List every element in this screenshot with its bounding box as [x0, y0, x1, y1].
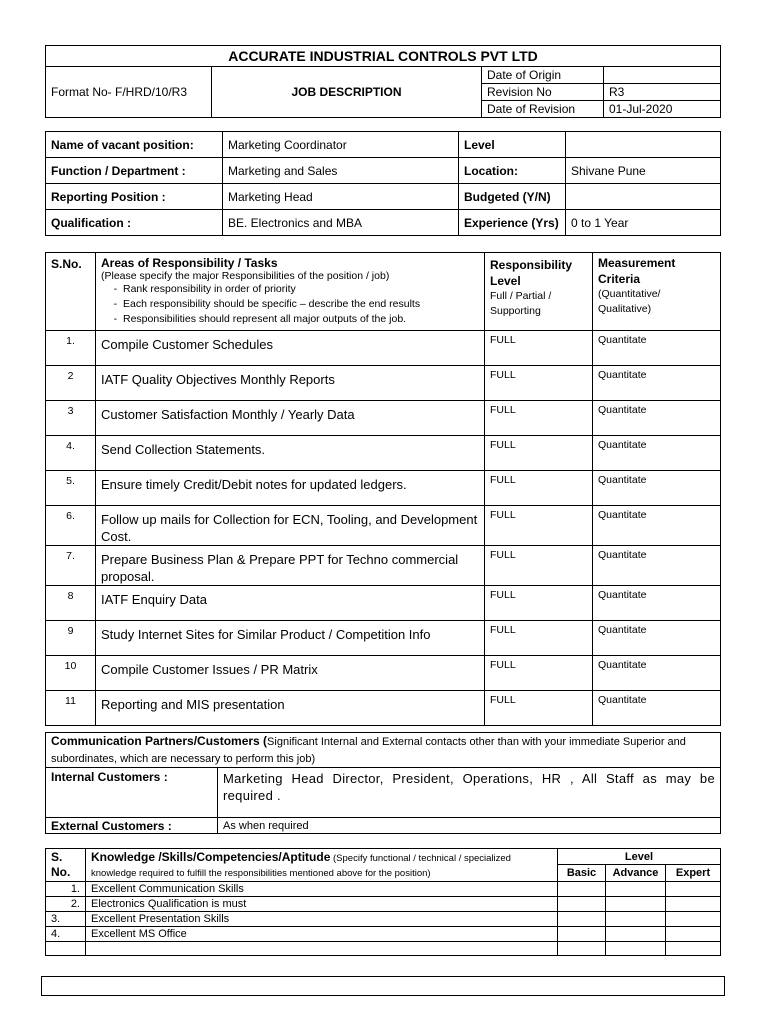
knowledge-item: Excellent Communication Skills — [86, 882, 558, 897]
responsibility-number: 4. — [46, 436, 96, 471]
knowledge-row — [46, 912, 721, 927]
responsibility-number: 6. — [46, 506, 96, 546]
internal-customers-label: Internal Customers : — [46, 768, 218, 818]
knowledge-number: 1. — [46, 882, 86, 897]
knowledge-number: 4. — [46, 927, 86, 942]
knowledge-table — [45, 848, 721, 956]
sno-header: S.No. — [46, 253, 96, 331]
responsibility-criteria: Quantitate — [593, 471, 721, 506]
expert-cell — [666, 882, 721, 897]
advance-cell — [606, 897, 666, 912]
responsibility-task: Compile Customer Schedules — [96, 331, 485, 366]
responsibility-row — [46, 546, 721, 586]
responsibility-criteria: Quantitate — [593, 401, 721, 436]
advance-cell — [606, 912, 666, 927]
responsibility-row — [46, 366, 721, 401]
basic-cell — [558, 912, 606, 927]
company-name: ACCURATE INDUSTRIAL CONTROLS PVT LTD — [46, 46, 721, 67]
responsibility-number: 11 — [46, 691, 96, 726]
date-of-revision-value: 01-Jul-2020 — [604, 101, 721, 118]
knowledge-item: Electronics Qualification is must — [86, 897, 558, 912]
responsibility-criteria: Quantitate — [593, 331, 721, 366]
responsibility-number: 2 — [46, 366, 96, 401]
criteria-sub: (Quantitative/ Qualitative) — [598, 288, 661, 315]
budgeted-label: Budgeted (Y/N) — [459, 184, 566, 210]
reporting-value: Marketing Head — [223, 184, 459, 210]
basic-cell — [558, 927, 606, 942]
responsibility-level: FULL — [485, 471, 593, 506]
responsibility-task: Send Collection Statements. — [96, 436, 485, 471]
responsibilities-table — [45, 252, 721, 726]
knowledge-row — [46, 882, 721, 897]
knowledge-note: (Specify functional / technical / specialized knowledge required to fulfill the responsibilities mentioned above for the position) — [91, 852, 511, 879]
criteria-header: Measurement Criteria — [598, 256, 676, 286]
communication-table — [45, 732, 721, 834]
level-header: Responsibility Level — [490, 258, 573, 288]
responsibility-row — [46, 656, 721, 691]
knowledge-number: 3. — [46, 912, 86, 927]
responsibility-level: FULL — [485, 621, 593, 656]
areas-header: Areas of Responsibility / Tasks — [101, 256, 278, 270]
responsibility-level: FULL — [485, 331, 593, 366]
responsibility-task: Ensure timely Credit/Debit notes for updated ledgers. — [96, 471, 485, 506]
responsibility-criteria: Quantitate — [593, 621, 721, 656]
date-of-revision-label: Date of Revision — [482, 101, 604, 118]
expert-cell — [666, 897, 721, 912]
responsibility-criteria: Quantitate — [593, 546, 721, 586]
areas-notes-list — [101, 282, 479, 327]
document-title: JOB DESCRIPTION — [212, 67, 482, 118]
responsibility-number: 7. — [46, 546, 96, 586]
areas-header-cell — [96, 253, 485, 331]
knowledge-empty-cell — [666, 942, 721, 956]
responsibility-task: Prepare Business Plan & Prepare PPT for Techno commercial proposal. — [96, 546, 485, 586]
responsibility-task: Reporting and MIS presentation — [96, 691, 485, 726]
criteria-header-cell — [593, 253, 721, 331]
knowledge-row — [46, 897, 721, 912]
knowledge-title: Knowledge /Skills/Competencies/Aptitude — [91, 849, 331, 864]
vacant-position-label: Name of vacant position: — [46, 132, 223, 158]
knowledge-item: Excellent MS Office — [86, 927, 558, 942]
responsibility-row — [46, 621, 721, 656]
communication-header — [46, 733, 721, 768]
note-item: - Each responsibility should be specific – describe the end results — [123, 297, 479, 312]
position-table — [45, 131, 721, 236]
responsibility-criteria: Quantitate — [593, 506, 721, 546]
responsibility-level: FULL — [485, 436, 593, 471]
responsibility-task: Follow up mails for Collection for ECN, Tooling, and Development Cost. — [96, 506, 485, 546]
knowledge-empty-cell — [86, 942, 558, 956]
responsibility-criteria: Quantitate — [593, 436, 721, 471]
responsibility-level: FULL — [485, 506, 593, 546]
note-item: - Responsibilities should represent all major outputs of the job. — [123, 312, 479, 327]
format-number: Format No- F/HRD/10/R3 — [46, 67, 212, 118]
function-value: Marketing and Sales — [223, 158, 459, 184]
vacant-position-value: Marketing Coordinator — [223, 132, 459, 158]
areas-note: (Please specify the major Responsibilities of the position / job) — [101, 270, 390, 282]
revision-no-label: Revision No — [482, 84, 604, 101]
responsibility-row — [46, 691, 721, 726]
header-table — [45, 45, 721, 118]
level-sub: Full / Partial / Supporting — [490, 290, 552, 317]
knowledge-row — [46, 927, 721, 942]
responsibility-level: FULL — [485, 546, 593, 586]
advance-header: Advance — [606, 865, 666, 882]
responsibility-task: IATF Enquiry Data — [96, 586, 485, 621]
responsibility-criteria: Quantitate — [593, 691, 721, 726]
responsibility-number: 9 — [46, 621, 96, 656]
responsibility-number: 3 — [46, 401, 96, 436]
responsibility-level: FULL — [485, 656, 593, 691]
responsibility-row — [46, 471, 721, 506]
responsibility-task: Customer Satisfaction Monthly / Yearly Data — [96, 401, 485, 436]
responsibility-task: Study Internet Sites for Similar Product / Competition Info — [96, 621, 485, 656]
qualification-label: Qualification : — [46, 210, 223, 236]
experience-value: 0 to 1 Year — [566, 210, 721, 236]
internal-customers-value: Marketing Head Director, President, Operations, HR , All Staff as may be required . — [218, 768, 721, 818]
external-customers-label: External Customers : — [46, 818, 218, 834]
date-of-origin-label: Date of Origin — [482, 67, 604, 84]
qualification-value: BE. Electronics and MBA — [223, 210, 459, 236]
responsibility-row — [46, 506, 721, 546]
responsibility-task: IATF Quality Objectives Monthly Reports — [96, 366, 485, 401]
responsibility-task: Compile Customer Issues / PR Matrix — [96, 656, 485, 691]
communication-title: Communication Partners/Customers ( — [51, 734, 268, 748]
external-customers-value: As when required — [218, 818, 721, 834]
responsibility-number: 10 — [46, 656, 96, 691]
responsibility-level: FULL — [485, 401, 593, 436]
level-header-cell — [485, 253, 593, 331]
responsibility-number: 8 — [46, 586, 96, 621]
date-of-origin-value — [604, 67, 721, 84]
note-item: - Rank responsibility in order of priority — [123, 282, 479, 297]
responsibility-row — [46, 586, 721, 621]
knowledge-empty-cell — [558, 942, 606, 956]
advance-cell — [606, 927, 666, 942]
responsibility-criteria: Quantitate — [593, 366, 721, 401]
level-value — [566, 132, 721, 158]
expert-cell — [666, 912, 721, 927]
reporting-label: Reporting Position : — [46, 184, 223, 210]
expert-header: Expert — [666, 865, 721, 882]
responsibility-number: 5. — [46, 471, 96, 506]
basic-cell — [558, 882, 606, 897]
communication-note: Significant Internal and External contacts other than with your immediate Superior and subordinates, which are necessary to perform this job) — [51, 736, 686, 765]
responsibility-row — [46, 401, 721, 436]
knowledge-header-cell — [86, 849, 558, 882]
responsibility-level: FULL — [485, 366, 593, 401]
advance-cell — [606, 882, 666, 897]
responsibility-level: FULL — [485, 691, 593, 726]
knowledge-empty-cell — [46, 942, 86, 956]
responsibility-criteria: Quantitate — [593, 656, 721, 691]
knowledge-item: Excellent Presentation Skills — [86, 912, 558, 927]
knowledge-number: 2. — [46, 897, 86, 912]
budgeted-value — [566, 184, 721, 210]
knowledge-level-header: Level — [558, 849, 721, 865]
responsibility-level: FULL — [485, 586, 593, 621]
experience-label: Experience (Yrs) — [459, 210, 566, 236]
revision-no-value: R3 — [604, 84, 721, 101]
location-label: Location: — [459, 158, 566, 184]
knowledge-empty-cell — [606, 942, 666, 956]
function-label: Function / Department : — [46, 158, 223, 184]
responsibility-criteria: Quantitate — [593, 586, 721, 621]
location-value: Shivane Pune — [566, 158, 721, 184]
basic-cell — [558, 897, 606, 912]
level-label: Level — [459, 132, 566, 158]
basic-header: Basic — [558, 865, 606, 882]
knowledge-sno-header: S. No. — [46, 849, 86, 882]
expert-cell — [666, 927, 721, 942]
responsibility-number: 1. — [46, 331, 96, 366]
responsibility-row — [46, 331, 721, 366]
responsibility-row — [46, 436, 721, 471]
footer-box — [41, 976, 725, 996]
